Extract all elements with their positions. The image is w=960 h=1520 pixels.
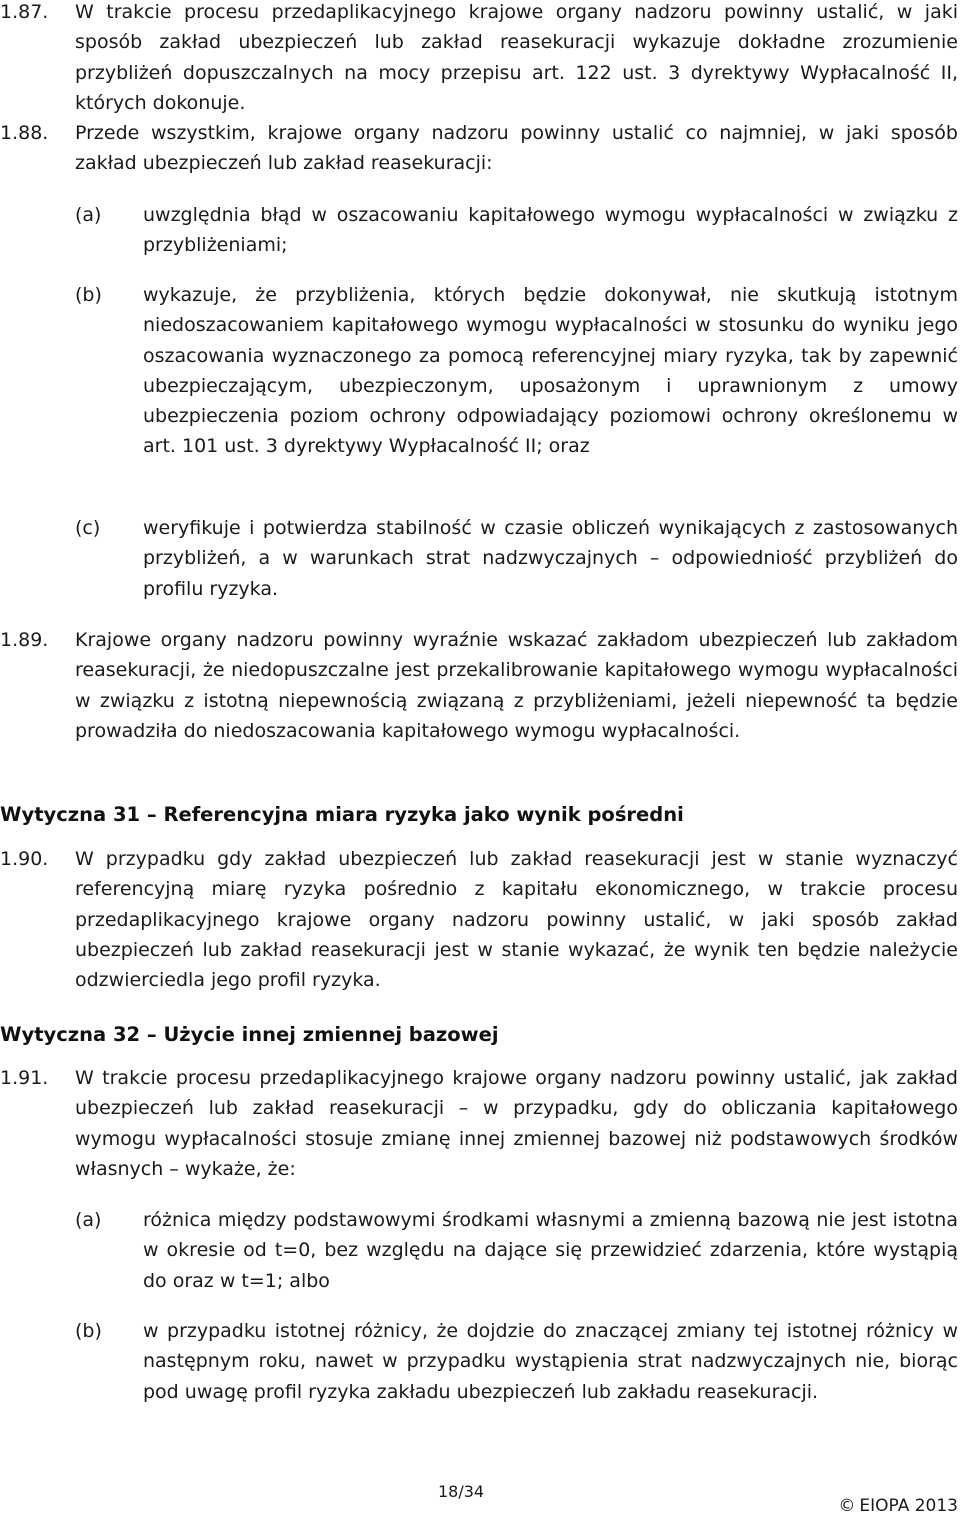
copyright-notice xyxy=(838,1495,958,1517)
list-item-text: różnica między podstawowymi środkami własnymi a zmienną bazową nie jest istotna w okresie od t=0, bez względu na dające się przewidzieć zdarzenia, które wystąpią do oraz w t=1; albo xyxy=(143,1209,958,1292)
list-item-text: weryfikuje i potwierdza stabilność w czasie obliczeń wynikających z zastosowanych przybliżeń, a w warunkach strat nadzwyczajnych – odpowiedniość przybliżeń do profilu ryzyka. xyxy=(143,517,958,600)
copyright-icon: © xyxy=(838,1496,856,1516)
section-heading-wytyczna-31: Wytyczna 31 – Referencyjna miara ryzyka jako wynik pośredni xyxy=(0,803,684,826)
list-item-label: (b) xyxy=(75,1320,102,1342)
paragraph-1-89 xyxy=(0,625,958,746)
paragraph-1-88 xyxy=(0,118,958,179)
paragraph-number: 1.87. xyxy=(0,1,49,23)
paragraph-text: Krajowe organy nadzoru powinny wyraźnie wskazać zakładom ubezpieczeń lub zakładom reasekuracji, że niedopuszczalne jest przekalibrowanie kapitałowego wymogu wypłacalności w związku z istotną niepewnością związaną z przybliżeniami, jeżeli niepewność ta będzie prowadziła do niedoszacowania kapitałowego wymogu wypłacalności. xyxy=(75,629,958,742)
paragraph-number: 1.91. xyxy=(0,1067,49,1089)
list-item-label: (a) xyxy=(75,1209,102,1231)
paragraph-number: 1.89. xyxy=(0,629,49,651)
section-heading-wytyczna-32: Wytyczna 32 – Użycie innej zmiennej bazowej xyxy=(0,1023,499,1046)
list-item-label: (b) xyxy=(75,284,102,306)
paragraph-text: Przede wszystkim, krajowe organy nadzoru powinny ustalić co najmniej, w jaki sposób zakład ubezpieczeń lub zakład reasekuracji: xyxy=(75,122,958,175)
paragraph-text: W trakcie procesu przedaplikacyjnego krajowe organy nadzoru powinny ustalić, jak zakład ubezpieczeń lub zakład reasekuracji – w przypadku, gdy do obliczania kapitałowego wymogu wypłacalności stosuje zmianę innej zmiennej bazowej niż podstawowych środków własnych – wykaże, że: xyxy=(75,1067,958,1180)
paragraph-text: W trakcie procesu przedaplikacyjnego krajowe organy nadzoru powinny ustalić, w jaki sposób zakład ubezpieczeń lub zakład reasekuracji wykazuje dokładne zrozumienie przybliżeń dopuszczalnych na mocy przepisu art. 122 ust. 3 dyrektywy Wypłacalność II, których dokonuje. xyxy=(75,1,958,114)
list-item-text: uwzględnia błąd w oszacowaniu kapitałowego wymogu wypłacalności w związku z przybliżeniami; xyxy=(143,204,958,257)
list-item xyxy=(0,1205,958,1296)
paragraph-1-90 xyxy=(0,844,958,995)
list-item xyxy=(0,200,958,261)
list-item-text: w przypadku istotnej różnicy, że dojdzie do znaczącej zmiany tej istotnej różnicy w następnym roku, nawet w przypadku wystąpienia strat nadzwyczajnych nie, biorąc pod uwagę profil ryzyka zakładu ubezpieczeń lub zakładu reasekuracji. xyxy=(143,1320,958,1403)
list-item xyxy=(0,280,958,462)
paragraph-text: W przypadku gdy zakład ubezpieczeń lub zakład reasekuracji jest w stanie wyznaczyć referencyjną miarę ryzyka pośrednio z kapitału ekonomicznego, w trakcie procesu przedaplikacyjnego krajowe organy nadzoru powinny ustalić, w jaki sposób zakład ubezpieczeń lub zakład reasekuracji jest w stanie wykazać, że wynik ten będzie należycie odzwierciedla jego profil ryzyka. xyxy=(75,848,958,992)
list-item-label: (a) xyxy=(75,204,102,226)
paragraph-1-87 xyxy=(0,0,958,118)
page-number: 18/34 xyxy=(438,1482,485,1501)
list-item-text: wykazuje, że przybliżenia, których będzie dokonywał, nie skutkują istotnym niedoszacowaniem kapitałowego wymogu wypłacalności w stosunku do wyniku jego oszacowania wyznaczonego za pomocą referencyjnej miary ryzyka, tak by zapewnić ubezpieczającym, ubezpieczonym, uposażonym i uprawnionym z umowy ubezpieczenia poziom ochrony odpowiadający poziomowi ochrony określonemu w art. 101 ust. 3 dyrektywy Wypłacalność II; oraz xyxy=(143,284,958,458)
paragraph-number: 1.90. xyxy=(0,848,49,870)
list-item xyxy=(0,1316,958,1407)
list-item xyxy=(0,513,958,604)
paragraph-1-91 xyxy=(0,1063,958,1184)
copyright-org: EIOPA 2013 xyxy=(859,1496,958,1516)
paragraph-number: 1.88. xyxy=(0,122,49,144)
list-item-label: (c) xyxy=(75,517,101,539)
